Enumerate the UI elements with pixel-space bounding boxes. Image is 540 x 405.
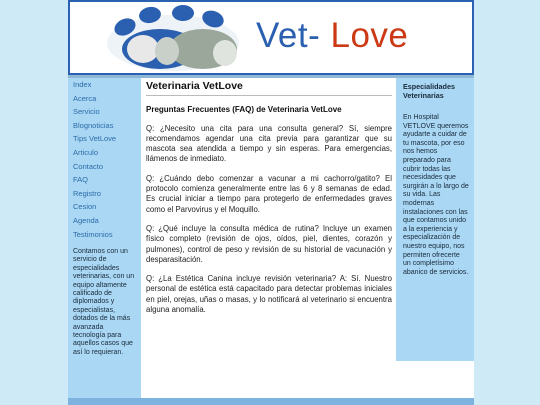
faq-item: Q: ¿Qué incluye la consulta médica de rutina? Incluye un examen físico completo (revisión de ojos, oídos, piel, dientes, corazón y pulmones), control de peso y revisión de su historial de vacunación y desparasitación. bbox=[146, 223, 392, 264]
sidebar-info-text: Contamos con un servicio de especialidades veterinarias, con un equipo altamente calificado de diplomados y especialistas, dotados de la más avanzada tecnología para aquellos casos que así lo requieran. bbox=[70, 244, 139, 361]
footer-bar bbox=[68, 398, 474, 405]
logo-text-vet: Vet- bbox=[256, 16, 321, 55]
nav-item-agenda[interactable]: Agenda bbox=[73, 215, 99, 225]
site-header bbox=[68, 0, 474, 75]
faq-item: Q: ¿La Estética Canina incluye revisión veterinaria? A: Sí. Nuestro personal de estética está capacitado para detectar problemas iniciales en piel, orejas, uñas o masas, y lo notificará al veterinario si encuentra alguna anomalía. bbox=[146, 274, 392, 315]
faq-heading: Preguntas Frecuentes (FAQ) de Veterinaria VetLove bbox=[146, 105, 342, 115]
faq-item: Q: ¿Necesito una cita para una consulta general? Sí, siempre recomendamos agendar una cita previa para garantizar que su mascota sea atendida a tiempo y sin esperas. Para emergencias, llámenos de inmediato. bbox=[146, 123, 392, 164]
page-title: Veterinaria VetLove bbox=[146, 81, 392, 96]
right-sidebar-text: En Hospital VETLOVE queremos ayudarte a cuidar de tu mascota, por eso nos hemos preparado para cubrir todas las necesidades que surgirán a lo largo de su vida. Las modernas instalaciones con las que contamos unido a la experiencia y especialización de nuestro equipo, nos permiten ofrecerte un completísimo abanico de servicios. bbox=[403, 114, 469, 276]
nav-item-cesion[interactable]: Cesion bbox=[73, 202, 97, 212]
faq-item: Q: ¿Cuándo debo comenzar a vacunar a mi cachorro/gatito? El protocolo comienza generalmente entre las 6 y 8 semanas de edad. Es crucial iniciar a tiempo para protegerlo de enfermedades graves como el Parvovirus y el Moquillo. bbox=[146, 173, 392, 214]
right-sidebar-title: Especialidades Veterinarias bbox=[403, 82, 455, 100]
nav-item-tips[interactable]: Tips VetLove bbox=[73, 134, 117, 144]
nav-item-acerca[interactable]: Acerca bbox=[73, 93, 97, 103]
logo-text bbox=[256, 16, 408, 56]
nav-item-blognoticias[interactable]: Blognoticias bbox=[73, 120, 114, 130]
paw-logo-icon bbox=[105, 5, 241, 71]
nav-item-faq[interactable]: FAQ bbox=[73, 175, 89, 185]
nav-item-index[interactable]: Index bbox=[73, 80, 92, 89]
main-content bbox=[146, 78, 392, 324]
nav-menu bbox=[68, 78, 141, 241]
nav-item-registro[interactable]: Registro bbox=[73, 188, 101, 198]
right-sidebar bbox=[396, 78, 474, 361]
nav-item-articulo[interactable]: Articulo bbox=[73, 147, 99, 157]
nav-item-testimonios[interactable]: Testimonios bbox=[73, 229, 113, 239]
nav-item-servicio[interactable]: Servicio bbox=[73, 107, 100, 117]
logo-text-love: Love bbox=[320, 16, 409, 55]
left-sidebar bbox=[68, 78, 141, 405]
nav-item-contacto[interactable]: Contacto bbox=[73, 161, 104, 171]
